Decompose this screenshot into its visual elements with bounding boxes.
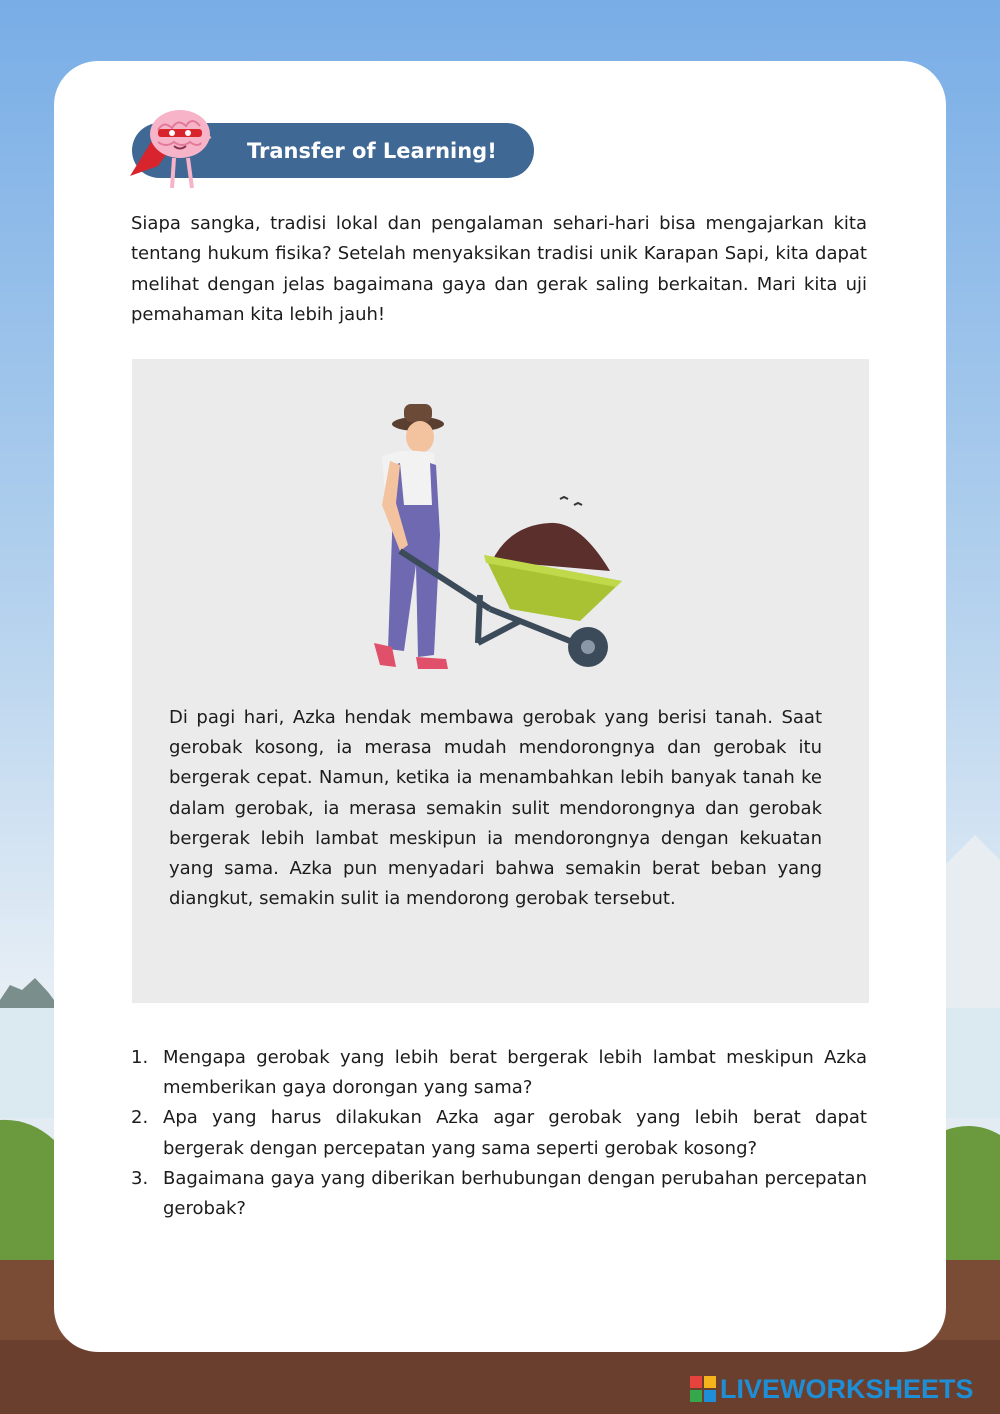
question-item [131, 1164, 867, 1224]
question-number: 2. [131, 1107, 149, 1129]
question-item [131, 1043, 867, 1103]
intro-paragraph: Siapa sangka, tradisi lokal dan pengalaman sehari-hari bisa mengajarkan kita tentang hukum fisika? Setelah menyaksikan tradisi unik Karapan Sapi, kita dapat melihat dengan jelas bagaimana gaya dan gerak saling berkaitan. Mari kita uji pemahaman kita lebih jauh! [131, 213, 867, 326]
question-list [131, 1043, 867, 1224]
liveworksheets-logo[interactable] [690, 1374, 974, 1404]
superhero-brain-icon [128, 104, 234, 194]
logo-cubes-icon [690, 1376, 716, 1402]
question-number: 3. [131, 1167, 149, 1189]
question-number: 1. [131, 1047, 149, 1068]
question-text: Mengapa gerobak yang lebih berat bergerak lebih lambat meskipun Azka memberikan gaya dorongan yang sama? [163, 1047, 867, 1099]
logo-text: LIVEWORKSHEETS [720, 1373, 974, 1404]
farmer-wheelbarrow-illustration [360, 395, 635, 680]
question-text: Apa yang harus dilakukan Azka agar gerobak yang lebih berat dapat bergerak dengan percepatan yang sama seperti gerobak kosong? [163, 1107, 867, 1159]
question-text: Bagaimana gaya yang diberikan berhubungan dengan perubahan percepatan gerobak? [163, 1167, 867, 1220]
question-item [131, 1103, 867, 1163]
scenario-text: Di pagi hari, Azka hendak membawa gerobak yang berisi tanah. Saat gerobak kosong, ia merasa mudah mendorongnya dan gerobak itu bergerak cepat. Namun, ketika ia menambahkan lebih banyak tanah ke dalam gerobak, ia merasa semakin sulit mendorongnya dan gerobak bergerak lebih lambat meskipun ia mendorongnya dengan kekuatan yang sama. Azka pun menyadari bahwa semakin berat beban yang diangkut, semakin sulit ia mendorong gerobak tersebut. [169, 707, 822, 910]
section-title: Transfer of Learning! [247, 139, 497, 163]
